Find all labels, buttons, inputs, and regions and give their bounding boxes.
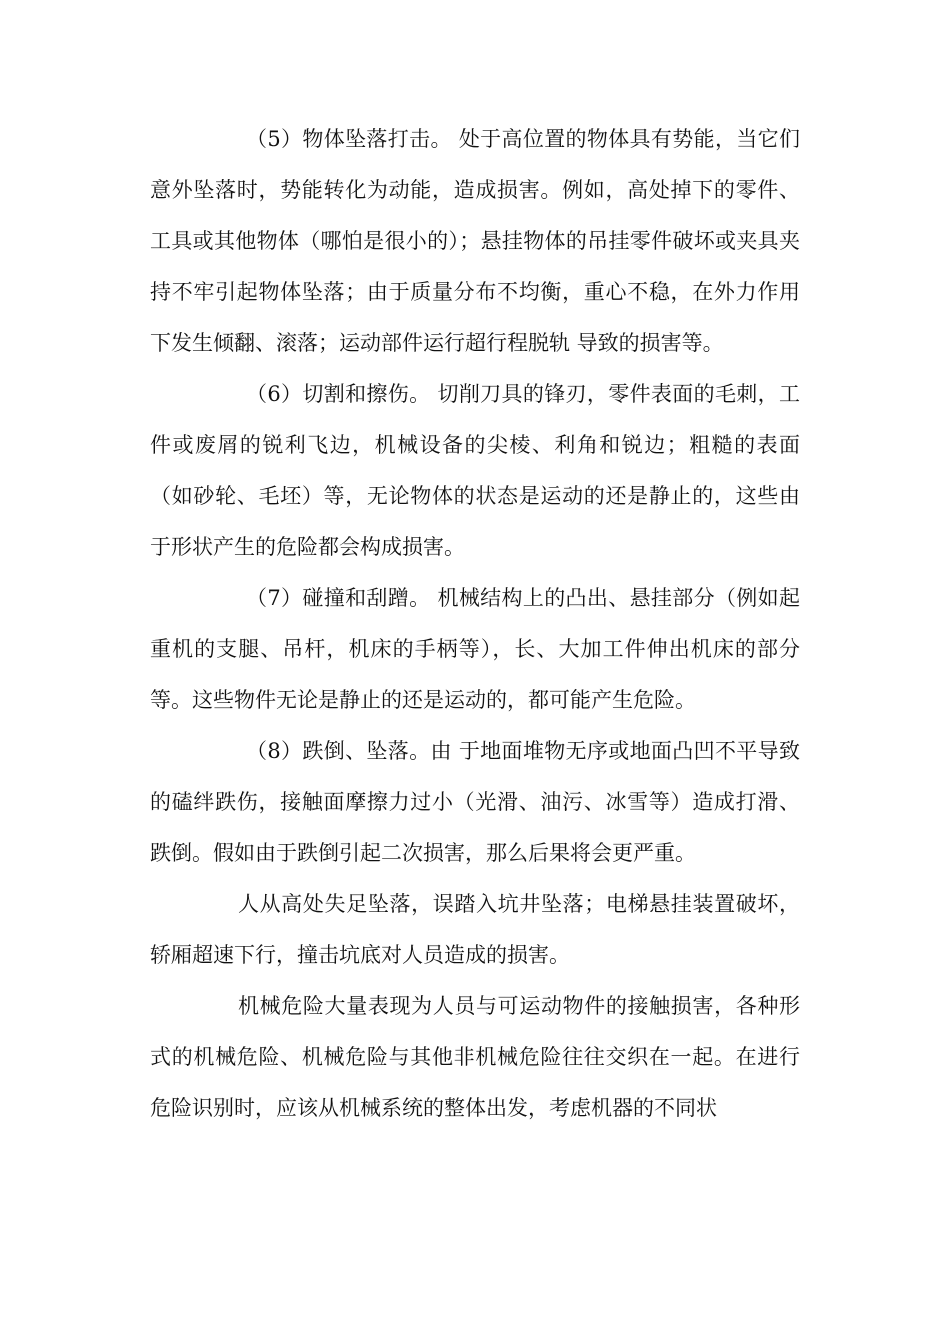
paragraph-collision-scraping: （7）碰撞和刮蹭。 机械结构上的凸出、悬挂部分（例如起重机的支腿、吊杆，机床的手柄等），长、大加工件伸出机床的部分等。这些物件无论是静止的还是运动的，都可能产生危险。 bbox=[150, 586, 800, 712]
paragraph-cutting-abrasion: （6）切割和擦伤。 切削刀具的锋刃，零件表面的毛刺，工件或废屑的锐利飞边，机械设备的尖棱、利角和锐边；粗糙的表面（如砂轮、毛坯）等，无论物体的状态是运动的还是静止的，这些由于形状产生的危险都会构成损害。 bbox=[150, 382, 800, 559]
document-body bbox=[150, 114, 800, 1134]
paragraph-tripping-falling: （8）跌倒、坠落。由 于地面堆物无序或地面凸凹不平导致的磕绊跌伤，接触面摩擦力过小（光滑、油污、冰雪等）造成打滑、跌倒。假如由于跌倒引起二次损害，那么后果将会更严重。 bbox=[150, 739, 800, 865]
paragraph-falling-objects: （5）物体坠落打击。 处于高位置的物体具有势能，当它们意外坠落时，势能转化为动能，造成损害。例如，高处掉下的零件、工具或其他物体（哪怕是很小的）；悬挂物体的吊挂零件破坏或夹具夹持不牢引起物体坠落；由于质量分布不均衡，重心不稳，在外力作用下发生倾翻、滚落；运动部件运行超行程脱轨 导致的损害等。 bbox=[150, 127, 800, 355]
paragraph-falling-from-height: 人从高处失足坠落，误踏入坑井坠落；电梯悬挂装置破坏，轿厢超速下行，撞击坑底对人员造成的损害。 bbox=[150, 892, 800, 967]
paragraph-mechanical-hazard-summary: 机械危险大量表现为人员与可运动物件的接触损害，各种形式的机械危险、机械危险与其他非机械危险往往交织在一起。在进行危险识别时，应该从机械系统的整体出发，考虑机器的不同状 bbox=[150, 994, 800, 1120]
